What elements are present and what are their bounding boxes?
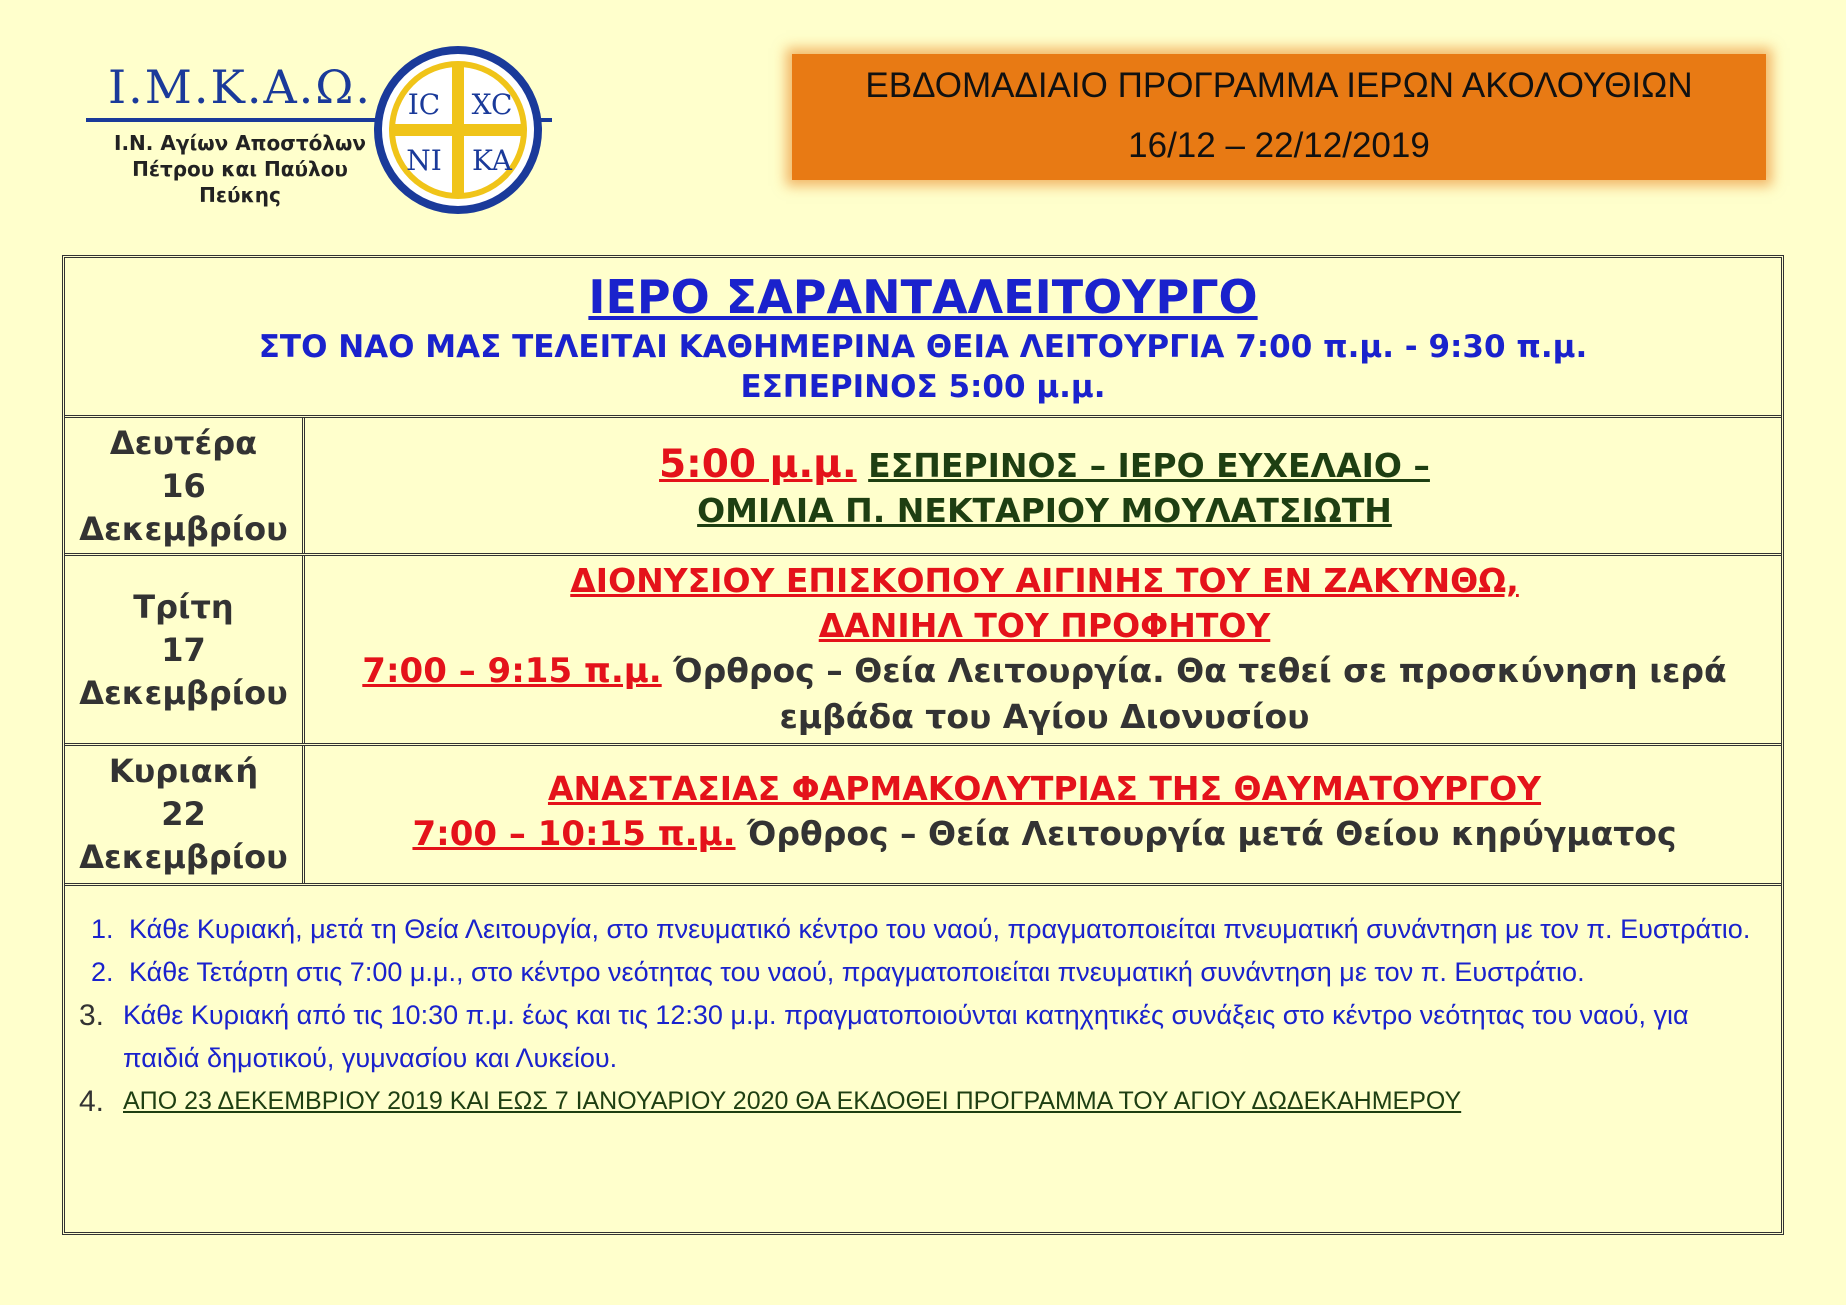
service-text: ΕΣΠΕΡΙΝΟΣ – ΙΕΡΟ ΕΥΧΕΛΑΙΟ –	[868, 446, 1430, 485]
logo-subtitle	[90, 130, 390, 208]
month: Δεκεμβρίου	[79, 674, 288, 712]
weekday: Τρίτη	[133, 588, 234, 626]
seal-text-ni: NI	[406, 144, 442, 177]
service-line-2: εμβάδα του Αγίου Διονυσίου	[779, 697, 1310, 736]
day-cell	[65, 556, 305, 743]
service-cell	[308, 556, 1781, 745]
day-cell	[65, 746, 305, 883]
logo-line-3: Πεύκης	[199, 183, 281, 207]
title-banner	[792, 54, 1766, 180]
seal-text-ic: IC	[407, 88, 441, 121]
logo-line-2: Πέτρου και Παύλου	[132, 157, 348, 181]
day-cell	[65, 418, 305, 553]
day-number: 16	[161, 467, 206, 505]
header-line-2: ΕΣΠΕΡΙΝΟΣ 5:00 μ.μ.	[740, 369, 1106, 405]
service-time: 7:00 – 9:15 π.μ.	[362, 651, 662, 691]
cross-seal-icon	[372, 44, 544, 216]
notes-list	[65, 886, 1781, 1123]
day-number: 17	[161, 631, 206, 669]
feast-line-2: ΔΑΝΙΗΛ ΤΟΥ ΠΡΟΦΗΤΟΥ	[818, 606, 1271, 645]
banner-title: ΕΒΔΟΜΑΔΙΑΙΟ ΠΡΟΓΡΑΜΜΑ ΙΕΡΩΝ ΑΚΟΛΟΥΘΙΩΝ	[865, 66, 1693, 105]
note-text: Κάθε Κυριακή από τις 10:30 π.μ. έως και τις 12:30 μ.μ. πραγματοποιούνται κατηχητικές συνάξεις στο κέντρο νεότητας του ναού, για παιδιά δημοτικού, γυμνασίου και Λυκείου.	[123, 1000, 1689, 1073]
note-number: 2.	[91, 957, 114, 987]
seal-text-ka: KA	[471, 144, 513, 177]
header-line-1: ΣΤΟ ΝΑΟ ΜΑΣ ΤΕΛΕΙΤΑΙ ΚΑΘΗΜΕΡΙΝΑ ΘΕΙΑ ΛΕΙΤΟΥΡΓΙΑ 7:00 π.μ. - 9:30 π.μ.	[258, 329, 1588, 365]
service-cell	[308, 418, 1781, 577]
service-line-1	[308, 648, 1781, 694]
service-time: 7:00 – 10:15 π.μ.	[412, 814, 736, 854]
service-text: Όρθρος – Θεία Λειτουργία. Θα τεθεί σε προσκύνηση ιερά	[673, 651, 1727, 690]
day-row-tuesday	[65, 556, 1781, 746]
note-number: 4.	[79, 1085, 105, 1118]
feast-line-1: ΔΙΟΝΥΣΙΟΥ ΕΠΙΣΚΟΠΟΥ ΑΙΓΙΝΗΣ ΤΟΥ ΕΝ ΖΑΚΥΝΘΩ,	[570, 561, 1519, 600]
note-item-4	[79, 1080, 1767, 1123]
logo-line-1: Ι.Ν. Αγίων Αποστόλων	[114, 131, 366, 155]
header-title: ΙΕΡΟ ΣΑΡΑΝΤΑΛΕΙΤΟΥΡΓΟ	[588, 270, 1258, 324]
seal-text-xc: XC	[471, 88, 513, 121]
banner-dates: 16/12 – 22/12/2019	[1128, 126, 1430, 165]
service-time: 5:00 μ.μ.	[659, 442, 857, 487]
month: Δεκεμβρίου	[79, 510, 288, 548]
schedule-table	[62, 255, 1784, 1235]
note-item-1	[79, 886, 1767, 951]
weekday: Δευτέρα	[109, 424, 258, 462]
note-item-3	[79, 994, 1767, 1080]
logo-name: Ι.Μ.Κ.Α.Ω.	[107, 60, 373, 114]
weekday: Κυριακή	[108, 752, 259, 790]
note-number: 3.	[79, 999, 105, 1032]
service-line-1	[308, 811, 1781, 857]
note-number: 1.	[91, 914, 114, 944]
day-row-sunday	[65, 746, 1781, 886]
service-line-1	[308, 442, 1781, 488]
note-text: Κάθε Τετάρτη στις 7:00 μ.μ., στο κέντρο νεότητας του ναού, πραγματοποιείται πνευματική συνάντηση με τον π. Ευστράτιο.	[129, 957, 1585, 987]
note-text: ΑΠΟ 23 ΔΕΚΕΜΒΡΙΟΥ 2019 ΚΑΙ ΕΩΣ 7 ΙΑΝΟΥΑΡΙΟΥ 2020 ΘΑ ΕΚΔΟΘΕΙ ΠΡΟΓΡΑΜΜΑ ΤΟΥ ΑΓΙΟΥ ΔΩΔΕΚΑΗΜΕΡΟΥ	[123, 1087, 1462, 1115]
note-text: Κάθε Κυριακή, μετά τη Θεία Λειτουργία, στο πνευματικό κέντρο του ναού, πραγματοποιείται πνευματική συνάντηση με τον π. Ευστράτιο.	[129, 914, 1751, 944]
note-item-2	[79, 951, 1767, 994]
month: Δεκεμβρίου	[79, 838, 288, 876]
feast-line-1: ΑΝΑΣΤΑΣΙΑΣ ΦΑΡΜΑΚΟΛΥΤΡΙΑΣ ΤΗΣ ΘΑΥΜΑΤΟΥΡΓΟΥ	[547, 769, 1542, 808]
day-number: 22	[161, 795, 206, 833]
header-row	[65, 258, 1781, 418]
service-text: Όρθρος – Θεία Λειτουργία μετά Θείου κηρύγματος	[747, 814, 1677, 853]
service-line-2: ΟΜΙΛΙΑ Π. ΝΕΚΤΑΡΙΟΥ ΜΟΥΛΑΤΣΙΩΤΗ	[697, 491, 1392, 530]
day-row-monday	[65, 418, 1781, 556]
service-cell	[308, 746, 1781, 903]
logo	[90, 60, 390, 208]
